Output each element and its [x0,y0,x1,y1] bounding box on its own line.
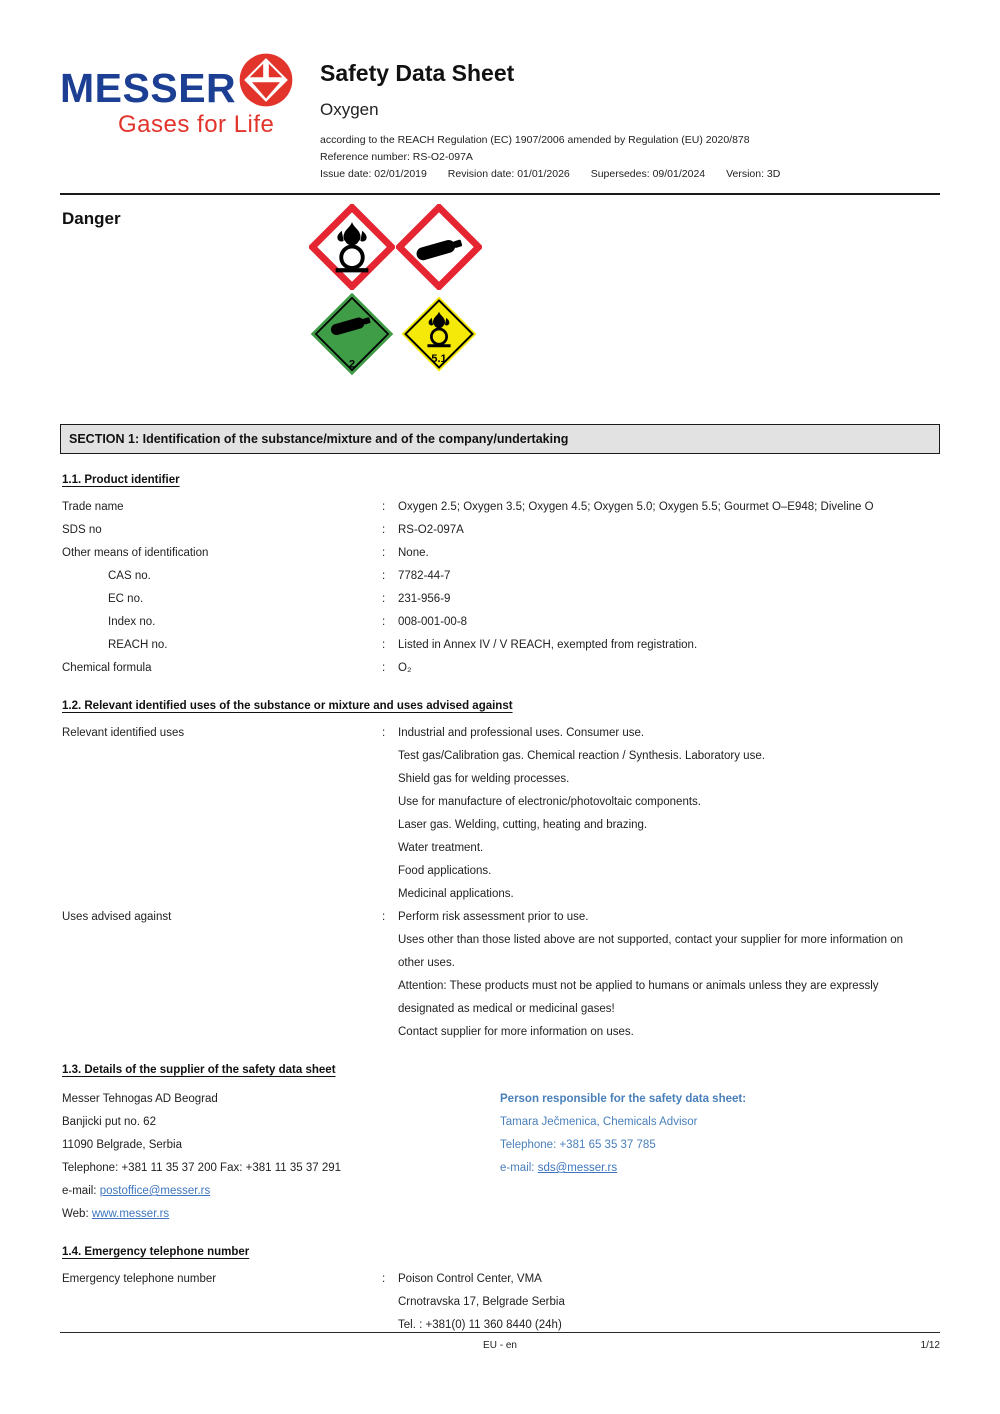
email-label: e-mail: [62,1185,97,1197]
web-label: Web: [62,1208,89,1220]
version: Version: 3D [726,168,781,180]
footer-page-number: 1/12 [920,1340,940,1351]
messer-wordmark: MESSER [60,65,237,111]
use-line: Test gas/Calibration gas. Chemical reaction / Synthesis. Laboratory use. [398,750,765,762]
row-label: CAS no. [108,570,151,582]
row-value: None. [398,547,429,559]
colon: : [382,593,386,605]
row-value: 7782-44-7 [398,570,451,582]
reference-line: Reference number: RS-O2-097A [320,151,473,163]
identified-uses-value [398,722,903,906]
transport-class-5-1-icon [395,290,482,377]
row-emergency-telephone [60,1268,940,1337]
use-line: Contact supplier for more information on uses. [398,1026,634,1038]
supplier-web-link[interactable]: www.messer.rs [91,1208,170,1220]
colon: : [382,570,386,582]
use-line: Shield gas for welding processes. [398,773,570,785]
header-divider [60,193,940,195]
use-line: Industrial and professional uses. Consumer use. [398,727,645,739]
responsible-email-line [500,1157,940,1180]
colon: : [382,911,386,923]
use-line: Use for manufacture of electronic/photovoltaic components. [398,796,701,808]
issue-date: Issue date: 02/01/2019 [320,168,427,180]
use-line: Water treatment. [398,842,484,854]
sds-page [60,0,940,1337]
responsible-phone: Telephone: +381 65 35 37 785 [500,1139,656,1151]
row-label: Other means of identification [62,547,209,559]
footer-locale: EU - en [483,1340,517,1351]
signal-word: Danger [62,209,121,228]
emergency-line: Poison Control Center, VMA [398,1273,542,1285]
colon: : [382,662,386,674]
responsible-person-block [500,1088,940,1226]
hazard-block [60,203,940,388]
emergency-telephone-value [398,1268,903,1337]
row-label: REACH no. [108,639,168,651]
regulation-line: according to the REACH Regulation (EC) 1907/2006 amended by Regulation (EU) 2020/878 [320,134,750,146]
product-name: Oxygen [320,100,379,119]
heading-1-4: 1.4. Emergency telephone number [62,1246,250,1258]
class-2-label: 2 [348,358,355,371]
use-line: Uses other than those listed above are not supported, contact your supplier for more information on other uses. [398,934,904,969]
row-value: Listed in Annex IV / V REACH, exempted from registration. [398,639,698,651]
revision-date: Revision date: 01/01/2026 [447,168,570,180]
ghs04-gas-cylinder-icon [395,203,482,290]
use-line: Perform risk assessment prior to use. [398,911,589,923]
supplier-address-block [60,1088,500,1226]
product-identifier-table [60,496,940,680]
supplier-name: Messer Tehnogas AD Beograd [62,1093,218,1105]
emergency-telephone-table [60,1268,940,1337]
row-value: 231-956-9 [398,593,451,605]
row-ec-no [60,588,940,611]
use-line: Attention: These products must not be applied to humans or animals unless they are expressly designated as medical or medicinal gases! [398,980,879,1015]
row-label: Trade name [62,501,124,513]
row-label: Uses advised against [62,911,172,923]
row-label: Index no. [108,616,156,628]
supplier-phone-fax: Telephone: +381 11 35 37 200 Fax: +381 11 35 37 291 [62,1162,342,1174]
supplier-street: Banjicki put no. 62 [62,1116,156,1128]
row-label: EC no. [108,593,144,605]
messer-diamond-icon [238,52,294,108]
heading-1-3: 1.3. Details of the supplier of the safety data sheet [62,1064,336,1076]
row-value: RS-O2-097A [398,524,464,536]
use-line: Laser gas. Welding, cutting, heating and brazing. [398,819,648,831]
row-label: Chemical formula [62,662,152,674]
colon: : [382,727,386,739]
supersedes-date: Supersedes: 09/01/2024 [590,168,706,180]
row-other-identification [60,542,940,565]
row-index-no [60,611,940,634]
colon: : [382,1273,386,1285]
row-chemical-formula [60,657,940,680]
page-footer [60,1332,940,1351]
row-label: SDS no [62,524,102,536]
responsible-heading: Person responsible for the safety data sheet: [500,1093,747,1105]
responsible-name: Tamara Ječmenica, Chemicals Advisor [500,1116,698,1128]
colon: : [382,524,386,536]
responsible-email-link[interactable]: sds@messer.rs [537,1162,618,1174]
dates-line [320,166,940,183]
row-cas-no [60,565,940,588]
use-line: Food applications. [398,865,492,877]
row-sds-no [60,519,940,542]
document-title: Safety Data Sheet [320,60,515,86]
row-label: Emergency telephone number [62,1273,217,1285]
row-uses-advised-against [60,906,940,1044]
supplier-details [60,1088,940,1226]
supplier-email-line [60,1180,500,1203]
colon: : [382,616,386,628]
advised-against-value [398,906,903,1044]
heading-1-1: 1.1. Product identifier [62,474,180,486]
document-title-block [310,52,940,183]
colon: : [382,639,386,651]
row-reach-no [60,634,940,657]
pictogram-grid [308,203,482,377]
email-label: e-mail: [500,1162,535,1174]
messer-logo [60,52,310,183]
supplier-city: 11090 Belgrade, Serbia [62,1139,182,1151]
colon: : [382,501,386,513]
row-value: O₂ [398,662,412,674]
document-header [60,0,940,183]
document-meta [320,132,940,183]
emergency-line: Tel. : +381(0) 11 360 8440 (24h) [398,1319,562,1331]
row-value: Oxygen 2.5; Oxygen 3.5; Oxygen 4.5; Oxygen 5.0; Oxygen 5.5; Gourmet O–E948; Diveline O [398,501,874,513]
row-value: 008-001-00-8 [398,616,468,628]
row-label: Relevant identified uses [62,727,185,739]
ghs03-flame-over-circle-icon [308,203,395,290]
transport-class-2-icon [308,290,395,377]
uses-table [60,722,940,1044]
row-identified-uses [60,722,940,906]
emergency-line: Crnotravska 17, Belgrade Serbia [398,1296,565,1308]
use-line: Medicinal applications. [398,888,514,900]
class-5-1-label: 5.1 [430,352,447,365]
colon: : [382,547,386,559]
supplier-email-link[interactable]: postoffice@messer.rs [99,1185,211,1197]
section-1-header: SECTION 1: Identification of the substance/mixture and of the company/undertaking [60,424,940,454]
heading-1-2: 1.2. Relevant identified uses of the substance or mixture and uses advised against [62,700,513,712]
supplier-web-line [60,1203,500,1226]
messer-tagline: Gases for Life [118,111,275,138]
row-trade-name [60,496,940,519]
